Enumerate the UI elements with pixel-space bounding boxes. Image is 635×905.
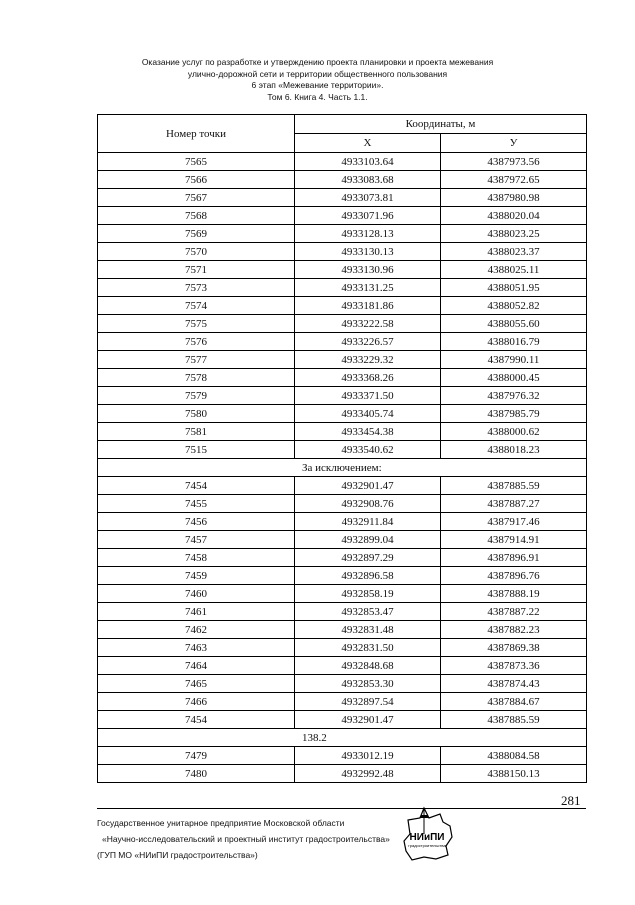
cell-x: 4933368.26 (295, 369, 441, 387)
cell-x: 4933229.32 (295, 351, 441, 369)
cell-point-number: 7580 (98, 405, 295, 423)
cell-y: 4388023.37 (441, 243, 587, 261)
cell-y: 4388020.04 (441, 207, 587, 225)
page-number: 281 (561, 793, 581, 808)
table-row (98, 639, 587, 657)
cell-point-number: 7565 (98, 153, 295, 171)
cell-y: 4388084.58 (441, 747, 587, 765)
cell-y: 4388016.79 (441, 333, 587, 351)
cell-point-number: 7567 (98, 189, 295, 207)
footer-line-3: (ГУП МО «НИиПИ градостроительства») (97, 850, 258, 860)
cell-point-number: 7455 (98, 495, 295, 513)
cell-y: 4387869.38 (441, 639, 587, 657)
cell-point-number: 7515 (98, 441, 295, 459)
header-line-1: Оказание услуг по разработке и утверждению проекта планировки и проекта межевания (141, 57, 494, 67)
cell-point-number: 7461 (98, 603, 295, 621)
cell-x: 4932992.48 (295, 765, 441, 783)
table-row (98, 423, 587, 441)
section-label: 138.2 (98, 729, 587, 747)
cell-x: 4933128.13 (295, 225, 441, 243)
table-row (98, 153, 587, 171)
table-row (98, 657, 587, 675)
cell-y: 4387874.43 (441, 675, 587, 693)
cell-point-number: 7458 (98, 549, 295, 567)
table-row (98, 603, 587, 621)
cell-point-number: 7569 (98, 225, 295, 243)
table-row (98, 243, 587, 261)
cell-point-number: 7460 (98, 585, 295, 603)
cell-x: 4932848.68 (295, 657, 441, 675)
table-row (98, 279, 587, 297)
cell-point-number: 7456 (98, 513, 295, 531)
cell-y: 4387972.65 (441, 171, 587, 189)
cell-point-number: 7568 (98, 207, 295, 225)
cell-y: 4388000.45 (441, 369, 587, 387)
cell-point-number: 7577 (98, 351, 295, 369)
cell-point-number: 7570 (98, 243, 295, 261)
table-section-row (98, 459, 587, 477)
cell-x: 4932897.29 (295, 549, 441, 567)
cell-y: 4387980.98 (441, 189, 587, 207)
document-footer (97, 815, 390, 863)
cell-y: 4387917.46 (441, 513, 587, 531)
cell-point-number: 7576 (98, 333, 295, 351)
column-header-point-number: Номер точки (98, 115, 295, 153)
cell-y: 4387887.27 (441, 495, 587, 513)
cell-x: 4933226.57 (295, 333, 441, 351)
cell-y: 4387985.79 (441, 405, 587, 423)
table-row (98, 531, 587, 549)
cell-x: 4933130.13 (295, 243, 441, 261)
table-row (98, 171, 587, 189)
header-line-4: Том 6. Книга 4. Часть 1.1. (267, 91, 368, 102)
cell-x: 4932853.47 (295, 603, 441, 621)
table-row (98, 477, 587, 495)
cell-point-number: 7575 (98, 315, 295, 333)
cell-point-number: 7479 (98, 747, 295, 765)
section-label: За исключением: (98, 459, 587, 477)
table-row (98, 513, 587, 531)
cell-x: 4932853.30 (295, 675, 441, 693)
cell-y: 4388052.82 (441, 297, 587, 315)
table-row (98, 495, 587, 513)
cell-y: 4387990.11 (441, 351, 587, 369)
cell-point-number: 7463 (98, 639, 295, 657)
column-header-x: X (295, 134, 441, 153)
logo-text: НИиПИ (409, 832, 445, 843)
cell-point-number: 7578 (98, 369, 295, 387)
cell-x: 4933130.96 (295, 261, 441, 279)
table-row (98, 747, 587, 765)
cell-point-number: 7571 (98, 261, 295, 279)
cell-point-number: 7566 (98, 171, 295, 189)
table-row (98, 315, 587, 333)
table-row (98, 765, 587, 783)
cell-x: 4933181.86 (295, 297, 441, 315)
footer-divider (97, 808, 586, 809)
table-row (98, 297, 587, 315)
table-row (98, 333, 587, 351)
cell-y: 4387882.23 (441, 621, 587, 639)
document-header (0, 57, 635, 103)
header-line-2: улично-дорожной сети и территории общественного пользования (187, 68, 448, 79)
cell-x: 4933103.64 (295, 153, 441, 171)
cell-point-number: 7480 (98, 765, 295, 783)
cell-y: 4388018.23 (441, 441, 587, 459)
column-header-coordinates: Координаты, м (295, 115, 587, 134)
table-row (98, 567, 587, 585)
cell-point-number: 7466 (98, 693, 295, 711)
header-line-3: 6 этап «Межевание территории». (251, 80, 384, 90)
institute-logo-icon (398, 804, 458, 862)
cell-y: 4387896.76 (441, 567, 587, 585)
cell-y: 4388000.62 (441, 423, 587, 441)
cell-y: 4388055.60 (441, 315, 587, 333)
cell-x: 4933454.38 (295, 423, 441, 441)
table-row (98, 693, 587, 711)
table-row (98, 585, 587, 603)
cell-x: 4933073.81 (295, 189, 441, 207)
cell-x: 4932899.04 (295, 531, 441, 549)
cell-point-number: 7464 (98, 657, 295, 675)
cell-point-number: 7454 (98, 477, 295, 495)
cell-x: 4933371.50 (295, 387, 441, 405)
table-row (98, 351, 587, 369)
cell-x: 4932911.84 (295, 513, 441, 531)
cell-x: 4932858.19 (295, 585, 441, 603)
cell-x: 4933222.58 (295, 315, 441, 333)
cell-x: 4932897.54 (295, 693, 441, 711)
cell-y: 4388025.11 (441, 261, 587, 279)
footer-line-2: «Научно-исследовательский и проектный институт градостроительства» (102, 834, 390, 844)
cell-y: 4387888.19 (441, 585, 587, 603)
coordinates-table (97, 114, 587, 783)
cell-x: 4933083.68 (295, 171, 441, 189)
cell-x: 4932901.47 (295, 711, 441, 729)
cell-y: 4387914.91 (441, 531, 587, 549)
table-body (98, 153, 587, 783)
cell-y: 4387885.59 (441, 711, 587, 729)
table-row (98, 369, 587, 387)
cell-y: 4387885.59 (441, 477, 587, 495)
cell-y: 4387884.67 (441, 693, 587, 711)
cell-y: 4387873.36 (441, 657, 587, 675)
cell-point-number: 7462 (98, 621, 295, 639)
table-row (98, 207, 587, 225)
logo-subtitle: градостроительства (408, 843, 446, 848)
cell-x: 4933012.19 (295, 747, 441, 765)
cell-point-number: 7574 (98, 297, 295, 315)
table-row (98, 675, 587, 693)
cell-x: 4933540.62 (295, 441, 441, 459)
cell-point-number: 7579 (98, 387, 295, 405)
cell-x: 4933405.74 (295, 405, 441, 423)
cell-x: 4933071.96 (295, 207, 441, 225)
cell-point-number: 7454 (98, 711, 295, 729)
cell-x: 4933131.25 (295, 279, 441, 297)
table-row (98, 711, 587, 729)
table-section-row (98, 729, 587, 747)
cell-point-number: 7457 (98, 531, 295, 549)
cell-point-number: 7573 (98, 279, 295, 297)
cell-point-number: 7581 (98, 423, 295, 441)
table-row (98, 189, 587, 207)
cell-y: 4388051.95 (441, 279, 587, 297)
table-row (98, 387, 587, 405)
cell-x: 4932908.76 (295, 495, 441, 513)
column-header-y: У (441, 134, 587, 153)
table-row (98, 405, 587, 423)
table-row (98, 441, 587, 459)
cell-y: 4388023.25 (441, 225, 587, 243)
cell-y: 4387896.91 (441, 549, 587, 567)
cell-x: 4932831.50 (295, 639, 441, 657)
cell-x: 4932901.47 (295, 477, 441, 495)
cell-x: 4932896.58 (295, 567, 441, 585)
cell-y: 4387973.56 (441, 153, 587, 171)
cell-x: 4932831.48 (295, 621, 441, 639)
footer-line-1: Государственное унитарное предприятие Московской области (97, 818, 345, 828)
cell-point-number: 7465 (98, 675, 295, 693)
table-row (98, 621, 587, 639)
table-row (98, 261, 587, 279)
cell-y: 4388150.13 (441, 765, 587, 783)
table-row (98, 549, 587, 567)
cell-y: 4387976.32 (441, 387, 587, 405)
cell-y: 4387887.22 (441, 603, 587, 621)
table-row (98, 225, 587, 243)
cell-point-number: 7459 (98, 567, 295, 585)
